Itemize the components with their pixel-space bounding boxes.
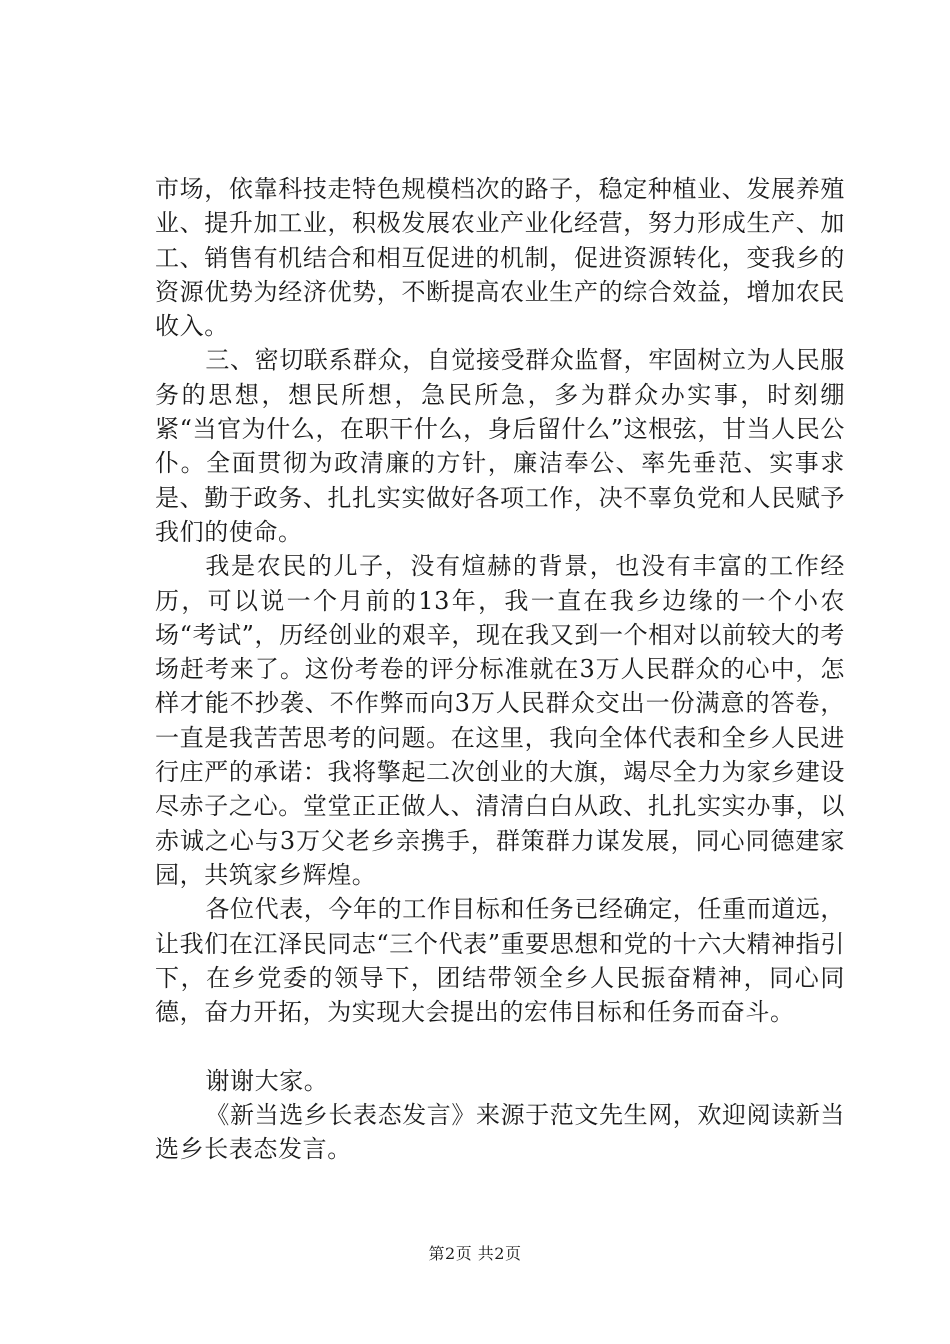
paragraph-closing-call: 各位代表，今年的工作目标和任务已经确定，任重而道远，让我们在江泽民同志“三个代表”重要思想和党的十六大精神指引下，在乡党委的领导下，团结带领全乡人民振奋精神，同心同德，奋力开拓，为实现大会提出的宏伟目标和任务而奋斗。 <box>155 895 845 1027</box>
page-number-label: 第2页 共2页 <box>428 1244 522 1263</box>
paragraph-thanks: 谢谢大家。 <box>205 1066 329 1095</box>
document-body <box>155 172 845 1167</box>
paragraph-personal-commitment: 我是农民的儿子，没有煊赫的背景，也没有丰富的工作经历，可以说一个月前的13年，我一直在我乡边缘的一个小农场“考试”，历经创业的艰辛，现在我又到一个相对以前较大的考场赶考来了。这份考卷的评分标准就在3万人民群众的心中，怎样才能不抄袭、不作弊而向3万人民群众交出一份满意的答卷，一直是我苦苦思考的问题。在这里，我向全体代表和全乡人民进行庄严的承诺：我将擎起二次创业的大旗，竭尽全力为家乡建设尽赤子之心。堂堂正正做人、清清白白从政、扎扎实实办事，以赤诚之心与3万父老乡亲携手，群策群力谋发展，同心同德建家园，共筑家乡辉煌。 <box>155 552 845 889</box>
paragraph-point-three: 三、密切联系群众，自觉接受群众监督，牢固树立为人民服务的思想，想民所想，急民所急，多为群众办实事，时刻绷紧“当官为什么，在职干什么，身后留什么”这根弦，甘当人民公仆。全面贯彻为政清廉的方针，廉洁奉公、率先垂范、实事求是、勤于政务、扎扎实实做好各项工作，决不辜负党和人民赋予我们的使命。 <box>155 346 845 546</box>
paragraph-spacer <box>155 1029 845 1063</box>
paragraph-continuation: 市场，依靠科技走特色规模档次的路子，稳定种植业、发展养殖业、提升加工业，积极发展农业产业化经营，努力形成生产、加工、销售有机结合和相互促进的机制，促进资源转化，变我乡的资源优势为经济优势，不断提高农业生产的综合效益，增加农民收入。 <box>155 175 845 341</box>
paragraph-source-note: 《新当选乡长表态发言》来源于范文先生网，欢迎阅读新当选乡长表态发言。 <box>155 1101 845 1164</box>
page-footer <box>0 1244 950 1264</box>
